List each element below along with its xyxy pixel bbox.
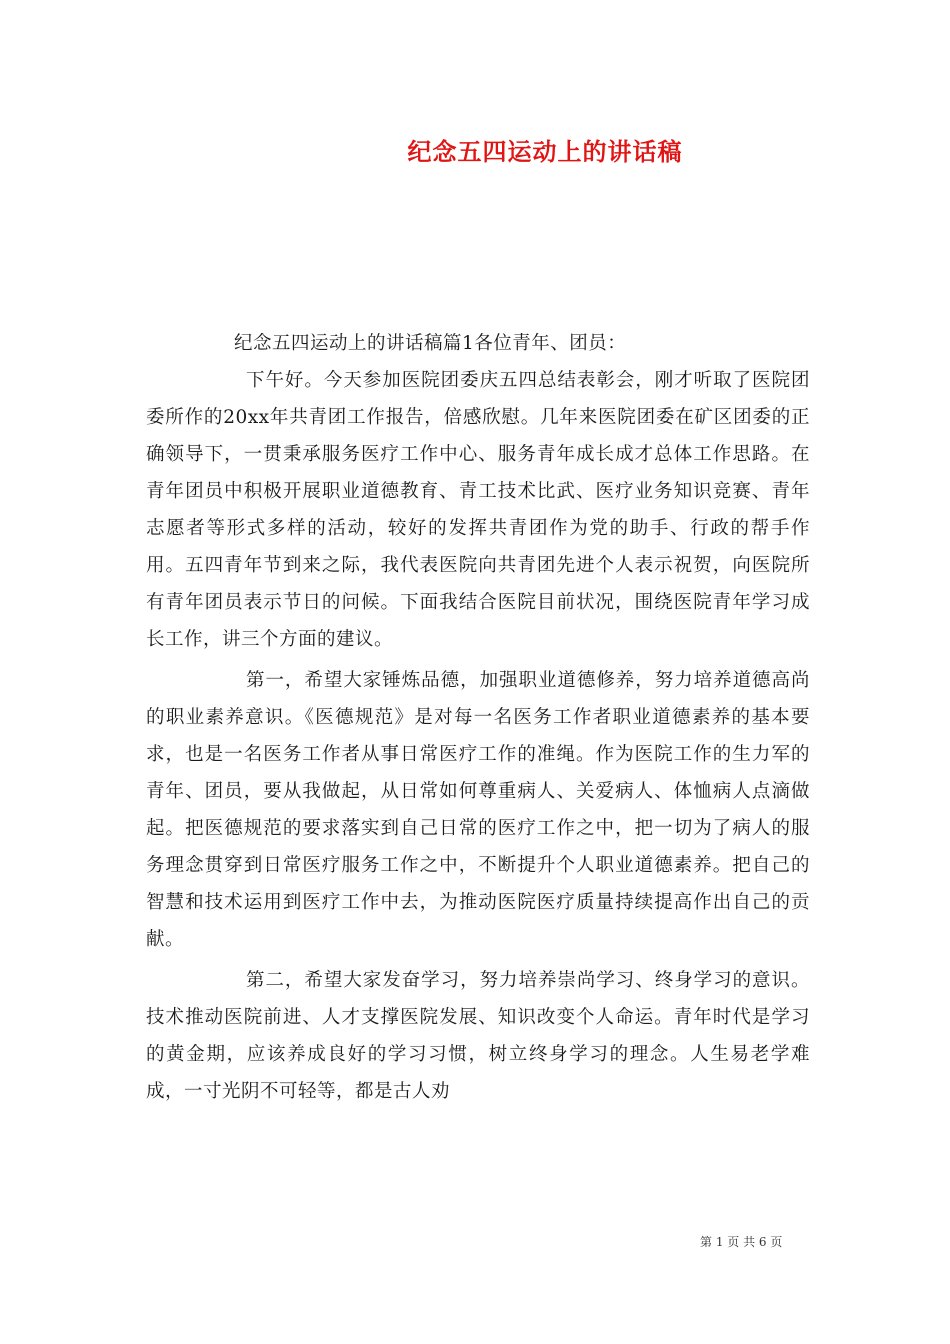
paragraph-first-suggestion: 第一，希望大家锤炼品德，加强职业道德修养，努力培养道德高尚的职业素养意识。《医德规范》是对每一名医务工作者职业道德素养的基本要求，也是一名医务工作者从事日常医疗工作的准绳。作为医院工作的生力军的青年、团员，要从我做起，从日常如何尊重病人、关爱病人、体恤病人点滴做起。把医德规范的要求落实到自己日常的医疗工作之中，把一切为了病人的服务理念贯穿到日常医疗服务工作之中，不断提升个人职业道德素养。把自己的智慧和技术运用到医疗工作中去，为推动医院医疗质量持续提高作出自己的贡献。 <box>146 670 810 950</box>
page-number-footer: 第 1 页 共 6 页 <box>700 1235 783 1249</box>
paragraph-second-suggestion: 第二，希望大家发奋学习，努力培养崇尚学习、终身学习的意识。技术推动医院前进、人才支撑医院发展、知识改变个人命运。青年时代是学习的黄金期，应该养成良好的学习习惯，树立终身学习的理念。人生易老学难成，一寸光阴不可轻等，都是古人劝 <box>146 970 810 1102</box>
paragraph-greeting: 下午好。今天参加医院团委庆五四总结表彰会，刚才听取了医院团委所作的20xx年共青团工作报告，倍感欣慰。几年来医院团委在矿区团委的正确领导下，一贯秉承服务医疗工作中心、服务青年成长成才总体工作思路。在青年团员中积极开展职业道德教育、青工技术比武、医疗业务知识竞赛、青年志愿者等形式多样的活动，较好的发挥共青团作为党的助手、行政的帮手作用。五四青年节到来之际，我代表医院向共青团先进个人表示祝贺，向医院所有青年团员表示节日的问候。下面我结合医院目前状况，围绕医院青年学习成长工作，讲三个方面的建议。 <box>146 370 810 650</box>
document-title: 纪念五四运动上的讲话稿 <box>407 137 683 166</box>
document-body <box>146 325 810 1110</box>
paragraph-intro: 纪念五四运动上的讲话稿篇1各位青年、团员： <box>234 333 627 354</box>
